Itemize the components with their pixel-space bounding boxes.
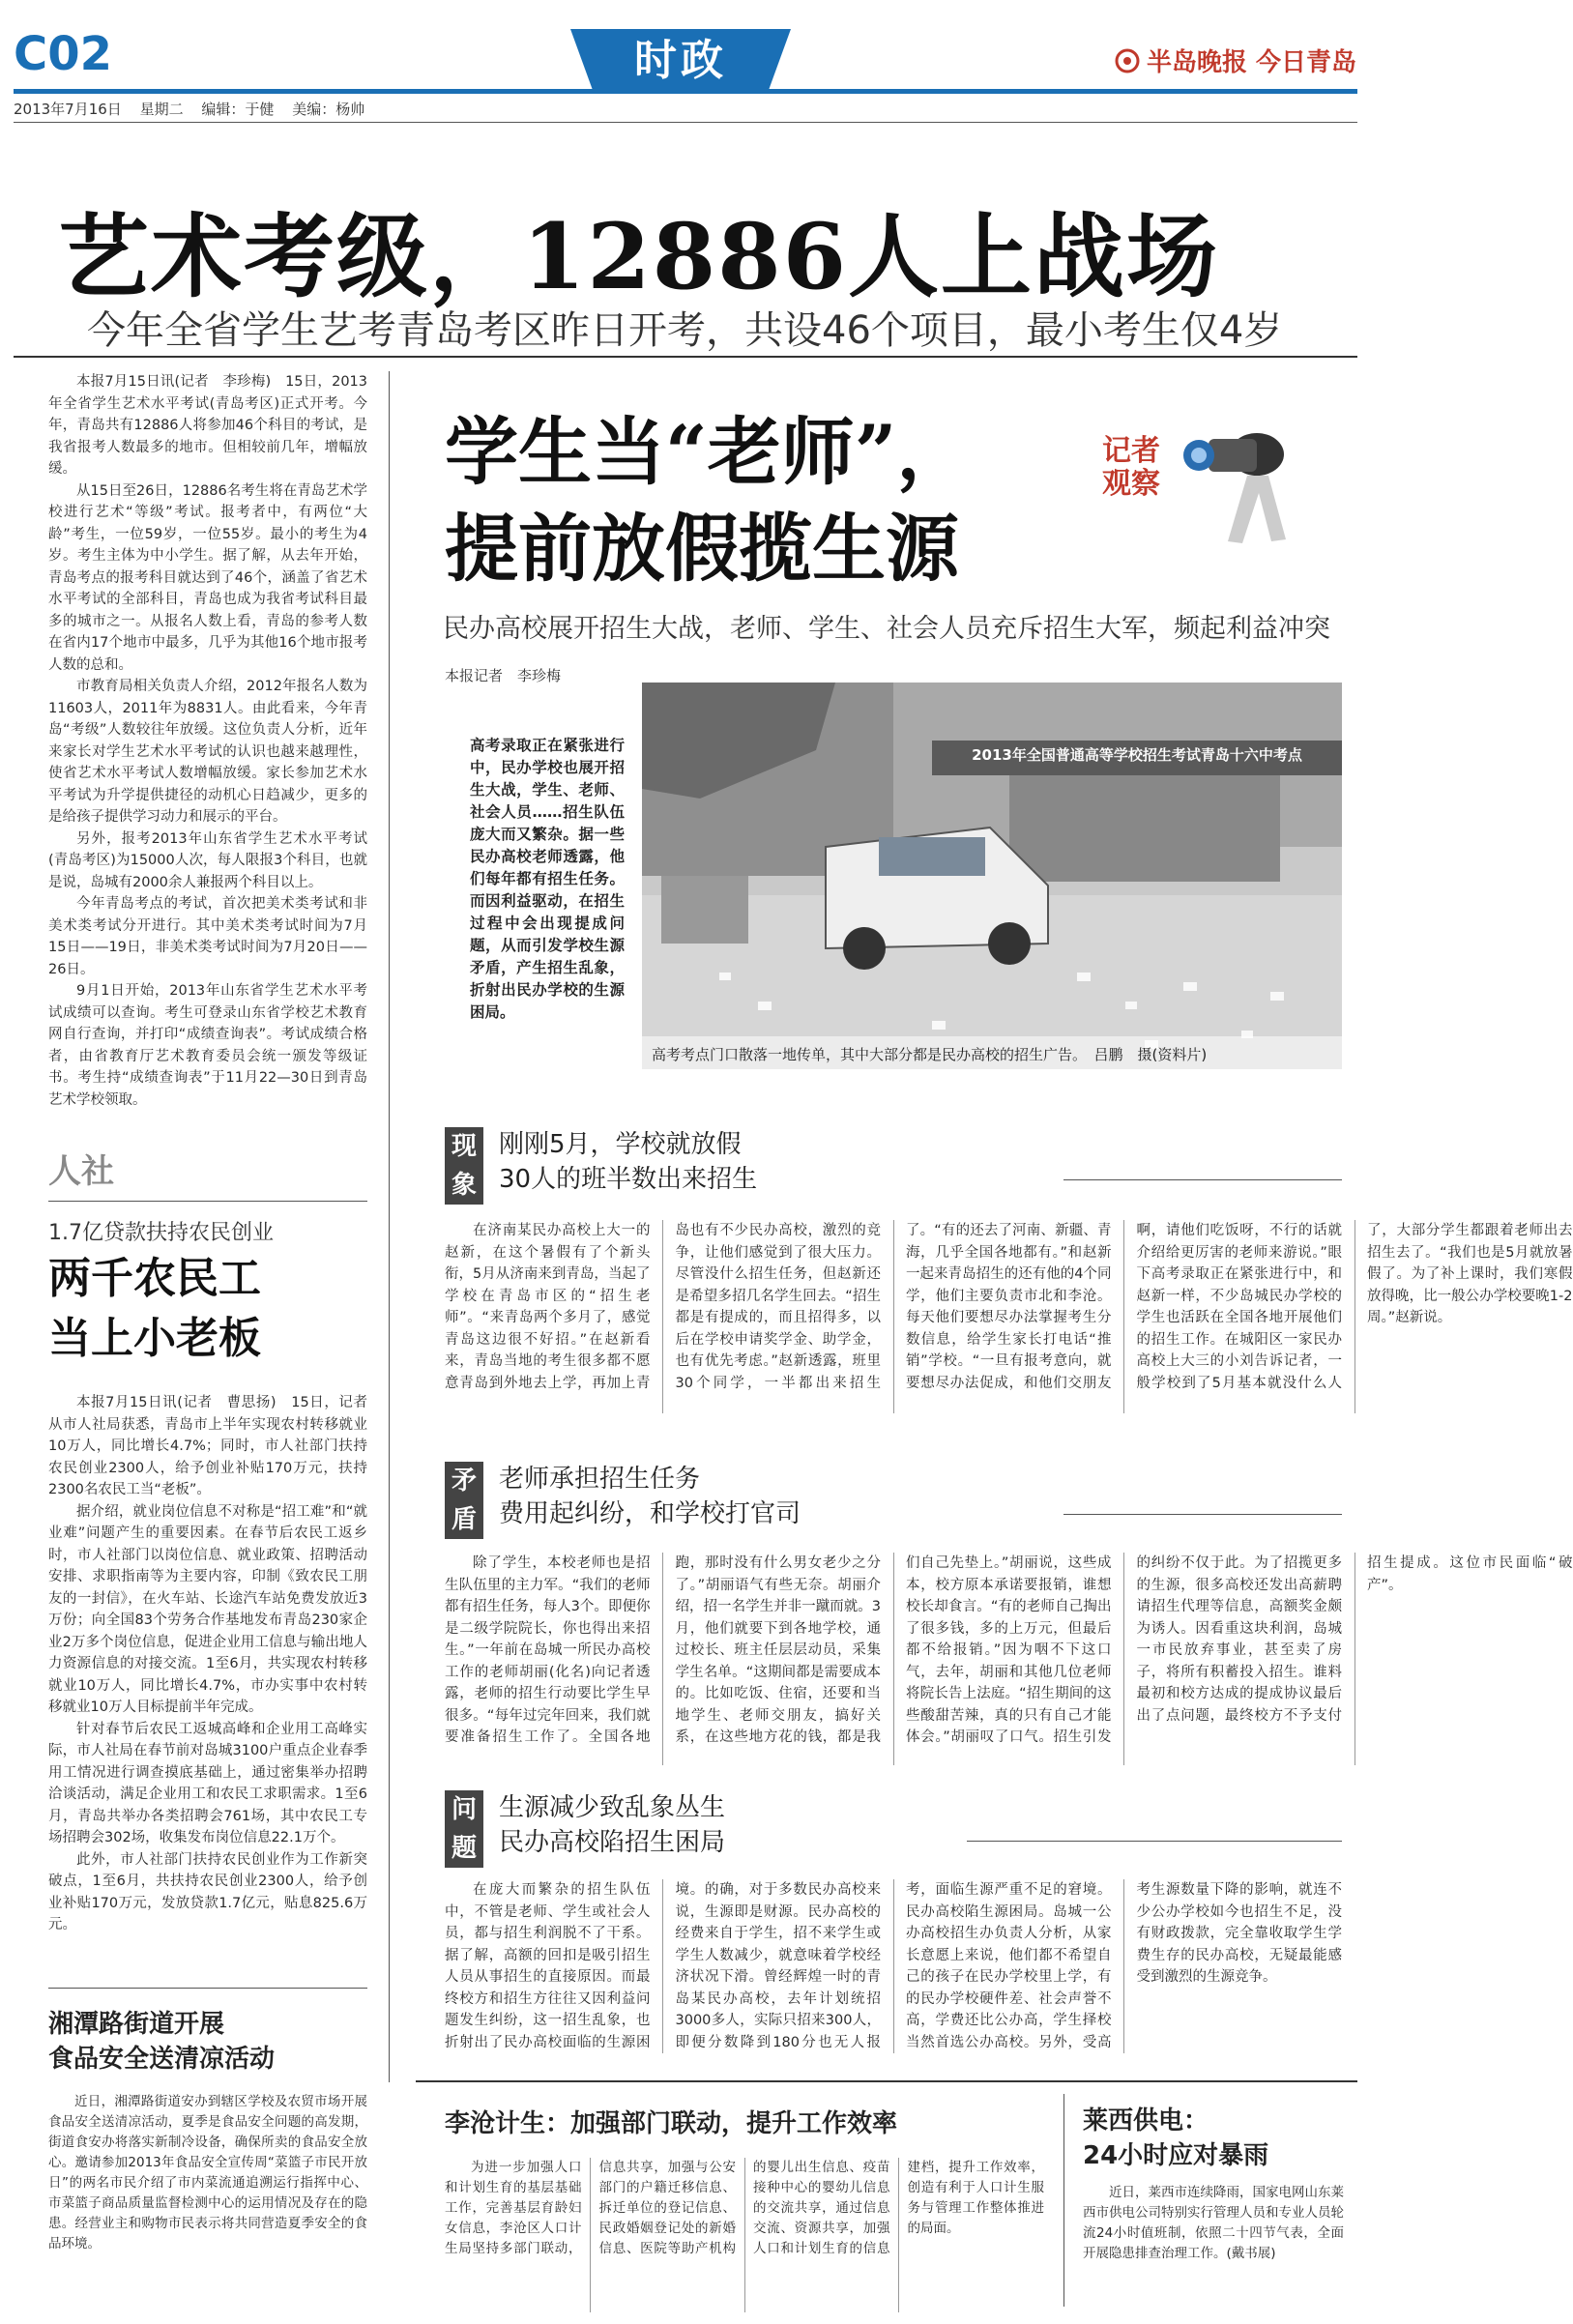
photo-scene [642, 683, 1342, 1069]
feature-title [445, 404, 970, 597]
section-article [445, 1879, 1342, 2053]
renshe-kicker: 1.7亿贷款扶持农民创业 [48, 1221, 274, 1245]
article-paragraph: 今年青岛考点的考试，首次把美术类考试和非美术类考试分开进行。其中美术类考试时间为7月15日——19日，非美术类考试时间为7月20日——26日。 [48, 896, 367, 977]
section-heading [499, 1127, 757, 1197]
section-heading-line: 民办高校陷招生困局 [499, 1828, 726, 1857]
section-tag: 问题 [445, 1790, 483, 1868]
xiangtan-article [48, 2092, 367, 2254]
main-article [48, 371, 367, 1111]
article-paragraph: 在济南某民办高校上大一的赵新，在这个暑假有了个新头衔，5月从济南来到青岛，当起了学校在青岛市区的“招生老师”。“来青岛两个多月了，感觉青岛这边很不好招。”在赵新看来，青岛当地的考生很多都不愿意青岛到外地去上学，再加上青岛也有不少民办高校，激烈的竞争，让他们感觉到了很大压力。尽管没什么招生任务，但赵新还是希望多招几名学生回去。“招生都是有提成的，而且招得多，以后在学校申请奖学金、助学金，也有优先考虑。”赵新透露，班里30个同学，一半都出来招生了。“有的还去了河南、新疆、青海，几乎全国各地都有。”和赵新一起来青岛招生的还有他的4个同学，他们主要负责市北和李沧。每天他们要想尽办法掌握考生分数信息，给学生家长打电话“推销”学校。“一旦有报考意向，就要想尽办法促成，和他们交朋友啊，请他们吃饭呀，不行的话就介绍给更厉害的老师来游说。”眼下高考录取正在紧张进行中，和赵新一样，不少岛城民办学校的学生也活跃在全国各地开展他们的招生工作。在城阳区一家民办高校上大三的小刘告诉记者，一般学校到了5月基本就没什么人了，大部分学生都跟着老师出去招生去了。“我们也是5月就放暑假了。为了补上课时，我们寒假放得晚，比一般公办学校要晚1-2周。”赵新说。 [445, 1223, 1573, 1391]
section-article [445, 1553, 1573, 1765]
feature-title-line: 提前放假揽生源 [445, 506, 959, 592]
article-paragraph: 据介绍，就业岗位信息不对称是“招工难”和“就业难”问题产生的重要因素。在春节后农民工返乡时，市人社部门以岗位信息、就业政策、招聘活动安排、求职指南等为主要内容，印制《致农民工朋友的一封信》，在火车站、长途汽车站免费发放近3万份；向全国83个劳务合作基地发布青岛230家企业2万多个岗位信息，促进企业用工信息与输出地人力资源信息的对接交流。1至6月，共实现农村转移就业10万人，同比增长4.7%，市办实事中农村转移就业10万人目标提前半年完成。 [48, 1503, 367, 1715]
renshe-title: 两千农民工 当上小老板 [48, 1254, 261, 1363]
divider [967, 1841, 1342, 1842]
xiangtan-title: 湘潭路街道开展 食品安全送清凉活动 [48, 2010, 276, 2074]
headline: 艺术考级，12886人上战场 [58, 204, 1220, 310]
column-divider [389, 371, 390, 2082]
photo-banner: 2013年全国普通高等学校招生考试青岛十六中考点 [972, 746, 1302, 764]
section-heading-line: 生源减少致乱象丛生 [499, 1793, 726, 1822]
section-heading-line: 费用起纠纷，和学校打官司 [499, 1499, 801, 1528]
article-paragraph: 为进一步加强人口和计划生育的基层基础工作，完善基层育龄妇女信息，李沧区人口计生局坚持多部门联动，信息共享，加强与公安部门的户籍迁移信息、拆迁单位的登记信息、民政婚姻登记处的新婚信息、医院等助产机构的婴儿出生信息、疫苗接种中心的婴幼儿信息的交流共享，通过信息交流、资源共享，加强人口和计划生育的信息建档，提升工作效率，创造有利于人口计生服务与管理工作整体推进的局面。 [445, 2160, 1044, 2256]
article-paragraph: 从15日至26日，12886名考生将在青岛艺术学校进行艺术“等级”考试。报考者中，有两位“大龄”考生，一位59岁，一位55岁。最小的考生为4岁。考生主体为中小学生。据了解，从去年开始，青岛考点的报考科目就达到了46个，涵盖了省艺术水平考试的全部科目，青岛也成为我省考试科目最多的城市之一。从报名人数上看，青岛的参考人数在省内17个地市中最多，几乎为其他16个地市报考人数的总和。 [48, 482, 367, 673]
divider [48, 1201, 367, 1202]
designer: 美编：杨帅 [292, 101, 365, 118]
feature-subtitle: 民办高校展开招生大战，老师、学生、社会人员充斥招生大军，频起利益冲突 [443, 614, 1330, 644]
section-tab: 时政 [594, 29, 768, 93]
date: 2013年7月16日 [14, 101, 122, 118]
brand-logo [1114, 43, 1356, 78]
weekday: 星期二 [139, 101, 184, 118]
article-paragraph: 针对春节后农民工返城高峰和企业用工高峰实际，市人社局在春节前对岛城3100户重点企业春季用工情况进行调查摸底基础上，通过密集举办招聘洽谈活动，满足企业用工和农民工求职需求。1至6月，青岛共举办各类招聘会761场，其中农民工专场招聘会302场，收集发布岗位信息22.1万个。 [48, 1721, 367, 1845]
section-heading-line: 刚刚5月，学校就放假 [499, 1130, 742, 1159]
reporter-observation-badge [1102, 416, 1334, 561]
article-paragraph: 在庞大而繁杂的招生队伍中，不管是老师、学生或社会人员，都与招生利润脱不了干系。据了解，高额的回扣是吸引招生人员从事招生的直接原因。而最终校方和招生方往往又因利益问题发生纠纷，这一招生乱象，也折射出了民办高校面临的生源困境。的确，对于多数民办高校来说，生源即是财源。民办高校的经费来自于学生，招不来学生或学生人数减少，就意味着学校经济状况下滑。曾经辉煌一时的青岛某民办高校，去年计划统招3000多人，实际只招来300人，即便分数降到180分也无人报考，面临生源严重不足的窘境。民办高校陷生源困局。岛城一公办高校招生办负责人分析，从家长意愿上来说，他们都不希望自己的孩子在民办学校里上学，有的民办学校硬件差、社会声誉不高，学费还比公办高，学生择校当然首选公办高校。另外，受高考生源数量下降的影响，就连不少公办学校如今也招生不足，没有财政拨款，完全靠收取学生学费生存的民办高校，无疑最能感受到激烈的生源竞争。 [445, 1882, 1342, 2050]
renshe-label: 人社 [48, 1152, 114, 1191]
section-heading-line: 30人的班半数出来招生 [499, 1165, 758, 1194]
renshe-article [48, 1392, 367, 1936]
page-code: C02 [14, 27, 113, 81]
divider [14, 356, 1357, 358]
subheadline: 今年全省学生艺考青岛考区昨日开考，共设46个项目，最小考生仅4岁 [87, 308, 1283, 353]
laixi-title: 莱西供电： 24小时应对暴雨 [1083, 2106, 1269, 2170]
article-paragraph: 市教育局相关负责人介绍，2012年报名人数为11603人，2011年为8831人。由此看来，今年青岛“考级”人数较往年放缓。这位负责人分析，近年来家长对学生艺术水平考试的认识也越来越理性，使省艺术水平考试人数增幅放缓。家长参加艺术水平考试为升学提供捷径的动机心日趋减少，更多的是给孩子提供学习动力和展示的平台。 [48, 679, 367, 825]
divider [1063, 1514, 1342, 1515]
brand-sun-icon [1114, 47, 1141, 74]
section-heading [499, 1462, 801, 1531]
article-paragraph: 此外，市人社部门扶持农民创业作为工作新突破点，1至6月，共扶持农民创业2300人，给予创业补贴170万元，发放贷款1.7亿元，贴息825.6万元。 [48, 1851, 367, 1932]
section-tag: 矛盾 [445, 1462, 483, 1539]
article-paragraph: 另外，报考2013年山东省学生艺术水平考试(青岛考区)为15000人次，每人限报3个科目，也就是说，岛城有2000余人兼报两个科目以上。 [48, 830, 367, 890]
divider [416, 2080, 1357, 2082]
divider [1063, 1179, 1342, 1180]
feature-title-line: 学生当“老师”， [445, 409, 971, 495]
badge-text: 记者观察 [1102, 434, 1160, 501]
section-tag: 现象 [445, 1127, 483, 1205]
section-article [445, 1220, 1573, 1413]
editor: 编辑：于健 [201, 101, 275, 118]
section-heading-line: 老师承担招生任务 [499, 1465, 701, 1494]
divider [14, 122, 1357, 123]
article-paragraph: 除了学生，本校老师也是招生队伍里的主力军。“我们的老师都有招生任务，每人3个。即便你是二级学院院长，你也得出来招生。”一年前在岛城一所民办高校工作的老师胡丽(化名)向记者透露，老师的招生行动要比学生早很多。“每年过完年回来，我们就要准备招生工作了。全国各地跑，那时没有什么男女老少之分了。”胡丽语气有些无奈。胡丽介绍，招一名学生并非一蹴而就。3月，他们就要下到各地学校，通过校长、班主任层层动员，采集学生名单。“这期间都是需要成本的。比如吃饭、住宿，还要和当地学生、老师交朋友，搞好关系，在这些地方花的钱，都是我们自己先垫上。”胡丽说，这些成本，校方原本承诺要报销，谁想校长却食言。“有的老师自己掏出了很多钱，多的上万元，但最后都不给报销。”因为咽不下这口气，去年，胡丽和其他几位老师将院长告上法庭。“招生期间的这些酸甜苦辣，真的只有自己才能体会。”胡丽叹了口气。招生引发的纠纷不仅于此。为了招揽更多的生源，很多高校还发出高薪聘请招生代理等信息，高额奖金颇为诱人。因看重这块利润，岛城一市民放弃事业，甚至卖了房子，将所有积蓄投入招生。谁料最初和校方达成的提成协议最后出了点问题，最终校方不予支付招生提成。这位市民面临“破产”。 [445, 1555, 1573, 1745]
dateline [14, 99, 378, 119]
section-heading [499, 1790, 725, 1860]
feature-intro: 高考录取正在紧张进行中，民办学校也展开招生大战，学生、老师、社会人员……招生队伍庞大而又繁杂。据一些民办高校老师透露，他们每年都有招生任务。而因利益驱动，在招生过程中会出现提成问题，从而引发学校生源矛盾，产生招生乱象，折射出民办学校的生源困局。 [470, 737, 625, 1021]
article-paragraph: 近日，湘潭路街道安办到辖区学校及农贸市场开展食品安全送清凉活动，夏季是食品安全问题的高发期，街道食安办将落实新制冷设备，确保所卖的食品安全放心。邀请参加2013年食品安全宣传周“菜篮子市民开放日”的两名市民介绍了市内菜流通追溯运行指挥中心、市菜篮子商品质量监督检测中心的运用情况及存在的隐患。经营业主和购物市民表示将共同营造夏季安全的食品环境。 [48, 2094, 367, 2251]
article-paragraph: 本报7月15日讯(记者 李珍梅) 15日，2013年全省学生艺术水平考试(青岛考区)正式开考。今年，青岛共有12886人将参加46个科目的考试，是我省报考人数最多的地市。但相较前几年，增幅放缓。 [48, 374, 367, 477]
article-paragraph: 近日，莱西市连续降雨，国家电网山东莱西市供电公司特别实行管理人员和专业人员轮流24小时值班制，依照二十四节气表，全面开展隐患排查治理工作。(戴书展) [1083, 2185, 1344, 2261]
licang-title: 李沧计生：加强部门联动，提升工作效率 [445, 2109, 898, 2138]
licang-article [445, 2158, 1044, 2312]
masthead-rule [14, 89, 1357, 94]
photo-caption: 高考考点门口散落一地传单，其中大部分都是民办高校的招生广告。 吕鹏 摄(资料片) [652, 1046, 1208, 1063]
divider [48, 1988, 367, 1989]
article-paragraph: 9月1日开始，2013年山东省学生艺术水平考试成绩可以查询。考生可登录山东省学校艺术教育网自行查询，并打印“成绩查询表”。考试成绩合格者，由省教育厅艺术教育委员会统一颁发等级证书。考生持“成绩查询表”于11月22—30日到青岛艺术学校领取。 [48, 983, 367, 1108]
laixi-article [1083, 2183, 1344, 2264]
feature-byline: 本报记者 李珍梅 [445, 667, 562, 684]
column-divider [1063, 2094, 1064, 2307]
brand-text: 半岛晚报 今日青岛 [1146, 48, 1356, 77]
article-paragraph: 本报7月15日讯(记者 曹思扬) 15日，记者从市人社局获悉，青岛市上半年实现农村转移就业10万人，同比增长4.7%；同时，市人社部门扶持农民创业2300人，给予创业补贴170万元，扶持2300名农民工当“老板”。 [48, 1395, 367, 1497]
news-photo [642, 683, 1342, 1069]
